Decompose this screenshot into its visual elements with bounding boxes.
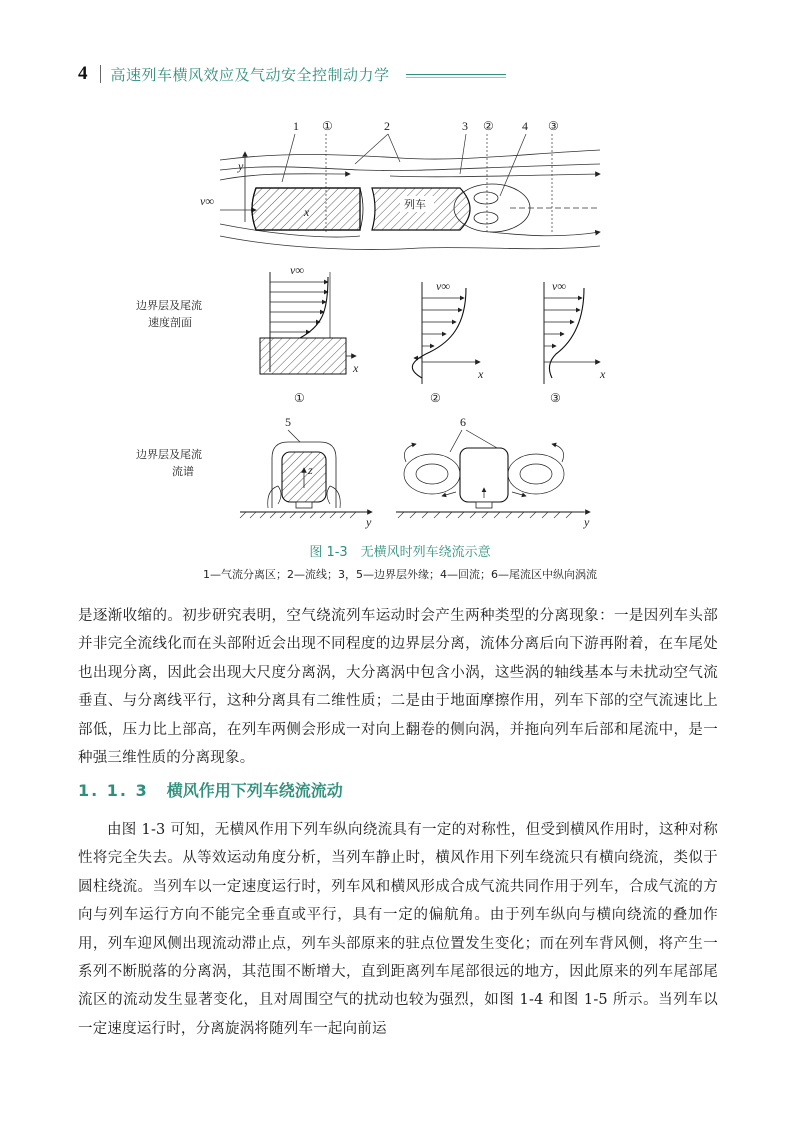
row2-label-line1: 边界层及尾流 — [136, 299, 202, 312]
page-number: 4 — [78, 63, 88, 84]
figure-1-3 — [136, 112, 630, 532]
cross-section-left — [240, 415, 372, 529]
axis-z: z — [308, 463, 313, 477]
body-paragraph-1: 是逐渐收缩的。初步研究表明，空气绕流列车运动时会产生两种类型的分离现象：一是因列车头部并非完全流线化而在头部附近会出现不同程度的边界层分离，流体分离后向下游再附着，在车尾处也出现分离，因此会出现大尺度分离涡，大分离涡中包含小涡，这些涡的轴线基本与未扰动空气流垂直、与分离线平行，这种分离具有二维性质；二是由于地面摩擦作用，列车下部的空气流速比上部低，压力比上部高，在列车两侧会形成一对向上翻卷的侧向涡，并拖向列车后部和尾流中，是一种强三维性质的分离现象。 — [78, 608, 718, 767]
row3-label-line2: 流谱 — [172, 465, 194, 478]
profile-1 — [260, 263, 359, 405]
profile-2 — [412, 279, 484, 405]
section-heading — [78, 778, 343, 801]
cross-section-panel — [136, 415, 590, 529]
label-3: 3 — [462, 119, 468, 133]
cross-section-right — [396, 415, 590, 529]
label-5: 5 — [285, 415, 291, 429]
axis-y-left: y — [366, 515, 372, 529]
v-inf-p3: v∞ — [552, 279, 566, 293]
axis-x-p1: x — [353, 361, 359, 375]
body-paragraph-2: 由图 1-3 可知，无横风作用下列车纵向绕流具有一定的对称性，但受到横风作用时，这种对称性将完全失去。从等效运动角度分析，当列车静止时，横风作用下列车绕流只有横向绕流，类似于圆柱绕流。当列车以一定速度运行时，列车风和横风形成合成气流共同作用于列车，合成气流的方向与列车运行方向不能完全垂直或平行，具有一定的偏航角。由于列车纵向与横向绕流的叠加作用，列车迎风侧出现流动滞止点，列车头部原来的驻点位置发生变化；而在列车背风侧，将产生一系列不断脱落的分离涡，其范围不断增大，直到距离列车尾部很远的地方，因此原来的列车尾部尾流区的流动发生显著变化，且对周围空气的扰动也较为强烈，如图 1-4 和图 1-5 所示。当列车以一定速度运行时，分离旋涡将随列车一起向前运 — [78, 822, 718, 1037]
profile-1-label: ① — [294, 391, 305, 405]
figure-legend: 1—气流分离区；2—流线；3，5—边界层外缘；4—回流；6—尾流区中纵向涡流 — [203, 568, 597, 581]
v-inf-top: v∞ — [200, 194, 214, 208]
axis-x-top: x — [304, 205, 310, 219]
profile-3-label: ③ — [550, 391, 561, 405]
label-2: 2 — [384, 119, 390, 133]
side-view-panel — [200, 119, 600, 250]
book-title: 高速列车横风效应及气动安全控制动力学 — [110, 65, 390, 84]
axis-x-p3: x — [600, 367, 606, 381]
train-label: 列车 — [404, 198, 426, 211]
label-circle-3: ③ — [548, 119, 559, 133]
section-number: 1. 1. 3 — [78, 781, 149, 800]
label-circle-1: ① — [322, 119, 333, 133]
profile-2-label: ② — [430, 391, 441, 405]
flow-diagram — [136, 112, 630, 532]
header-separator — [100, 65, 101, 83]
label-circle-2: ② — [483, 119, 494, 133]
axis-y-top: y — [238, 159, 244, 173]
page-header — [78, 62, 506, 86]
label-6: 6 — [460, 415, 466, 429]
v-inf-p1: v∞ — [290, 263, 304, 277]
row3-label-line1: 边界层及尾流 — [136, 448, 202, 461]
v-inf-p2: v∞ — [436, 279, 450, 293]
axis-x-p2: x — [478, 367, 484, 381]
label-1: 1 — [293, 119, 299, 133]
label-4: 4 — [522, 119, 528, 133]
velocity-profile-panel — [136, 263, 606, 405]
profile-3 — [544, 279, 606, 405]
header-rule — [406, 74, 506, 75]
axis-y-right: y — [584, 515, 590, 529]
row2-label-line2: 速度剖面 — [148, 316, 192, 329]
figure-caption: 图 1-3 无横风时列车绕流示意 — [309, 545, 491, 560]
section-title: 横风作用下列车绕流流动 — [166, 781, 343, 800]
